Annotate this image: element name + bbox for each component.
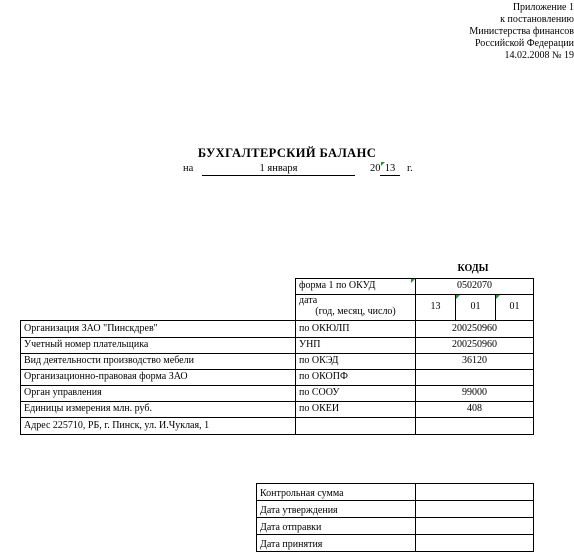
date-year-cell[interactable]: 13 bbox=[416, 294, 456, 320]
okud-label-text: форма 1 по ОКУД bbox=[299, 280, 376, 291]
address: Адрес 225710, РБ, г. Пинск, ул. И.Чуклая, 1 bbox=[21, 417, 296, 434]
control-sum-label: Контрольная сумма bbox=[257, 484, 416, 501]
appendix-line: Приложение 1 bbox=[512, 2, 574, 13]
accept-date-label: Дата принятия bbox=[257, 535, 416, 552]
control-sum-value[interactable] bbox=[416, 484, 534, 501]
unp-code[interactable]: 200250960 bbox=[416, 337, 534, 353]
date-day-text: 01 bbox=[509, 301, 520, 312]
comment-marker-icon bbox=[411, 279, 415, 283]
activity-type: Вид деятельности производство мебели bbox=[21, 353, 296, 369]
codes-table bbox=[20, 260, 534, 435]
okei-label: по ОКЕИ bbox=[296, 401, 416, 417]
appendix-line: Российской Федерации bbox=[474, 38, 574, 49]
approval-date-value[interactable] bbox=[416, 501, 534, 518]
comment-marker-icon bbox=[381, 162, 385, 166]
oked-label: по ОКЭД bbox=[296, 353, 416, 369]
okulp-code[interactable]: 200250960 bbox=[416, 320, 534, 337]
date-label bbox=[296, 294, 416, 320]
comment-marker-icon bbox=[456, 295, 460, 299]
units-of-measure: Единицы измерения млн. руб. bbox=[21, 401, 296, 417]
date-value[interactable]: 1 января bbox=[202, 163, 355, 176]
okud-code[interactable]: 0502070 bbox=[416, 278, 534, 294]
send-date-label: Дата отправки bbox=[257, 518, 416, 535]
payer-number-label: Учетный номер плательщика bbox=[21, 337, 296, 353]
year-prefix: 20 bbox=[370, 163, 381, 174]
governing-body: Орган управления bbox=[21, 385, 296, 401]
document-title: БУХГАЛТЕРСКИЙ БАЛАНС bbox=[197, 146, 377, 160]
year-suffix: 13 bbox=[384, 163, 396, 174]
okopf-label: по ОКОПФ bbox=[296, 369, 416, 385]
date-prefix: на bbox=[183, 163, 194, 174]
send-date-value[interactable] bbox=[416, 518, 534, 535]
appendix-line: 14.02.2008 № 19 bbox=[504, 50, 574, 61]
approval-date-label: Дата утверждения bbox=[257, 501, 416, 518]
org-name: Организация ЗАО "Пинскдрев" bbox=[21, 320, 296, 337]
okulp-label: по ОКЮЛП bbox=[296, 320, 416, 337]
date-label-line: дата bbox=[299, 294, 318, 306]
codes-header: КОДЫ bbox=[457, 262, 489, 274]
appendix-note bbox=[374, 2, 574, 62]
legal-form: Организационно-правовая форма ЗАО bbox=[21, 369, 296, 385]
address-code-empty[interactable] bbox=[416, 417, 534, 434]
date-month-text: 01 bbox=[470, 301, 481, 312]
date-day-cell[interactable] bbox=[496, 294, 534, 320]
year-unit: г. bbox=[407, 163, 413, 174]
soou-code[interactable]: 99000 bbox=[416, 385, 534, 401]
control-table bbox=[256, 483, 534, 552]
okopf-code[interactable] bbox=[416, 369, 534, 385]
accept-date-value[interactable] bbox=[416, 535, 534, 552]
date-month-cell[interactable] bbox=[456, 294, 496, 320]
date-label-hint: (год, месяц, число) bbox=[315, 305, 396, 317]
okud-label bbox=[296, 278, 416, 294]
okei-code[interactable]: 408 bbox=[416, 401, 534, 417]
appendix-line: к постановлению bbox=[500, 14, 574, 25]
comment-marker-icon bbox=[496, 295, 500, 299]
unp-label: УНП bbox=[296, 337, 416, 353]
soou-label: по СООУ bbox=[296, 385, 416, 401]
oked-code[interactable]: 36120 bbox=[416, 353, 534, 369]
appendix-line: Министерства финансов bbox=[469, 26, 574, 37]
address-label-empty bbox=[296, 417, 416, 434]
